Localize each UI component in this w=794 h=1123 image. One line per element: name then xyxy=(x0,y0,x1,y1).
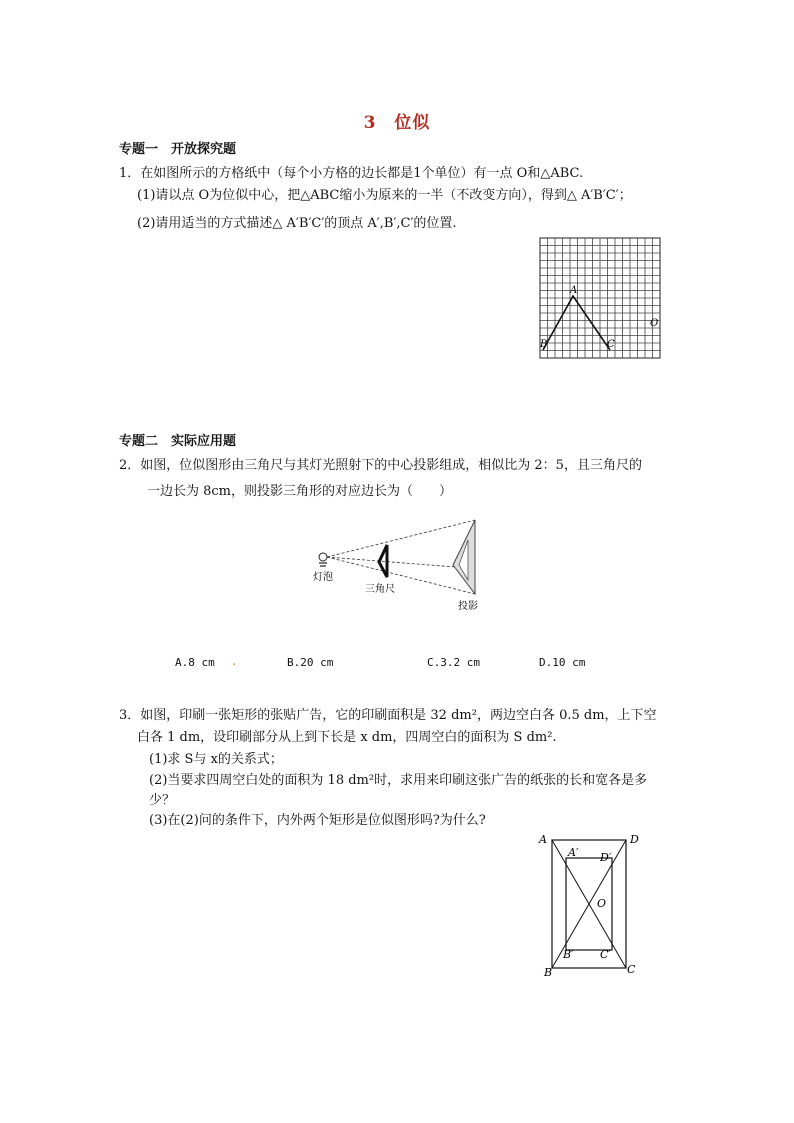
label-c: C xyxy=(607,339,615,350)
ruler-label: 三角尺 xyxy=(365,584,395,595)
q2-stem-line2: 一边长为 8cm，则投影三角形的对应边长为（ ） xyxy=(147,484,453,499)
label-inner-d: D′ xyxy=(600,851,612,864)
option-b: B.20 cm xyxy=(287,656,334,669)
stray-mark: . xyxy=(231,655,238,668)
q2-stem-line1: 2．如图，位似图形由三角尺与其灯光照射下的中心投影组成，相似比为 2：5，且三角尺的 xyxy=(119,458,642,473)
q1-stem: 1．在如图所示的方格纸中（每个小方格的边长都是1个单位）有一点 O和△ABC. xyxy=(119,166,584,181)
q3-part2-line2: 少？ xyxy=(149,793,176,808)
section-heading-1: 专题一 开放探究题 xyxy=(119,142,237,157)
label-inner-a: A′ xyxy=(568,846,579,859)
label-inner-b: B′ xyxy=(563,948,574,961)
q1-part2: (2)请用适当的方式描述△ A′B′C′的顶点 A′,B′,C′的位置. xyxy=(137,216,457,231)
q3-stem-line1: 3．如图，印刷一张矩形的张贴广告，它的印刷面积是 32 dm²，两边空白各 0.5 dm，上下空 xyxy=(119,708,657,723)
page-title: 3 位似 xyxy=(363,113,431,133)
label-o: O xyxy=(650,318,659,329)
light-rays xyxy=(327,520,475,594)
option-c: C.3.2 cm xyxy=(427,656,480,669)
label-center-o: O xyxy=(597,897,607,910)
q1-part1: (1)请以点 O为位似中心，把△ABC缩小为原来的一半（不改变方向），得到△ A′B′C′； xyxy=(137,188,632,203)
q3-part3: (3)在(2)问的条件下，内外两个矩形是位似图形吗?为什么? xyxy=(149,813,486,828)
label-a: A xyxy=(570,285,578,296)
label-inner-c: C′ xyxy=(600,948,611,961)
projection-figure xyxy=(305,512,495,617)
section-heading-2: 专题二 实际应用题 xyxy=(119,434,237,449)
label-outer-b: B xyxy=(544,966,553,979)
label-outer-d: D xyxy=(630,833,639,846)
rectangle-figure xyxy=(535,830,645,982)
bulb-label: 灯泡 xyxy=(313,572,333,583)
grid-figure xyxy=(535,233,665,361)
q3-part2-line1: (2)当要求四周空白处的面积为 18 dm²时，求用来印刷这张广告的纸张的长和宽各是多 xyxy=(149,773,648,788)
q3-part1: (1)求 S与 x的关系式； xyxy=(149,752,283,767)
option-a: A.8 cm xyxy=(175,656,215,669)
label-b: B xyxy=(540,339,548,350)
shadow-label: 投影 xyxy=(458,601,478,612)
option-d: D.10 cm xyxy=(539,656,586,669)
label-outer-a: A xyxy=(539,833,547,846)
bulb-icon xyxy=(319,553,327,566)
label-outer-c: C xyxy=(627,963,636,976)
q3-stem-line2: 白各 1 dm，设印刷部分从上到下长是 x dm，四周空白的面积为 S dm². xyxy=(137,730,557,745)
